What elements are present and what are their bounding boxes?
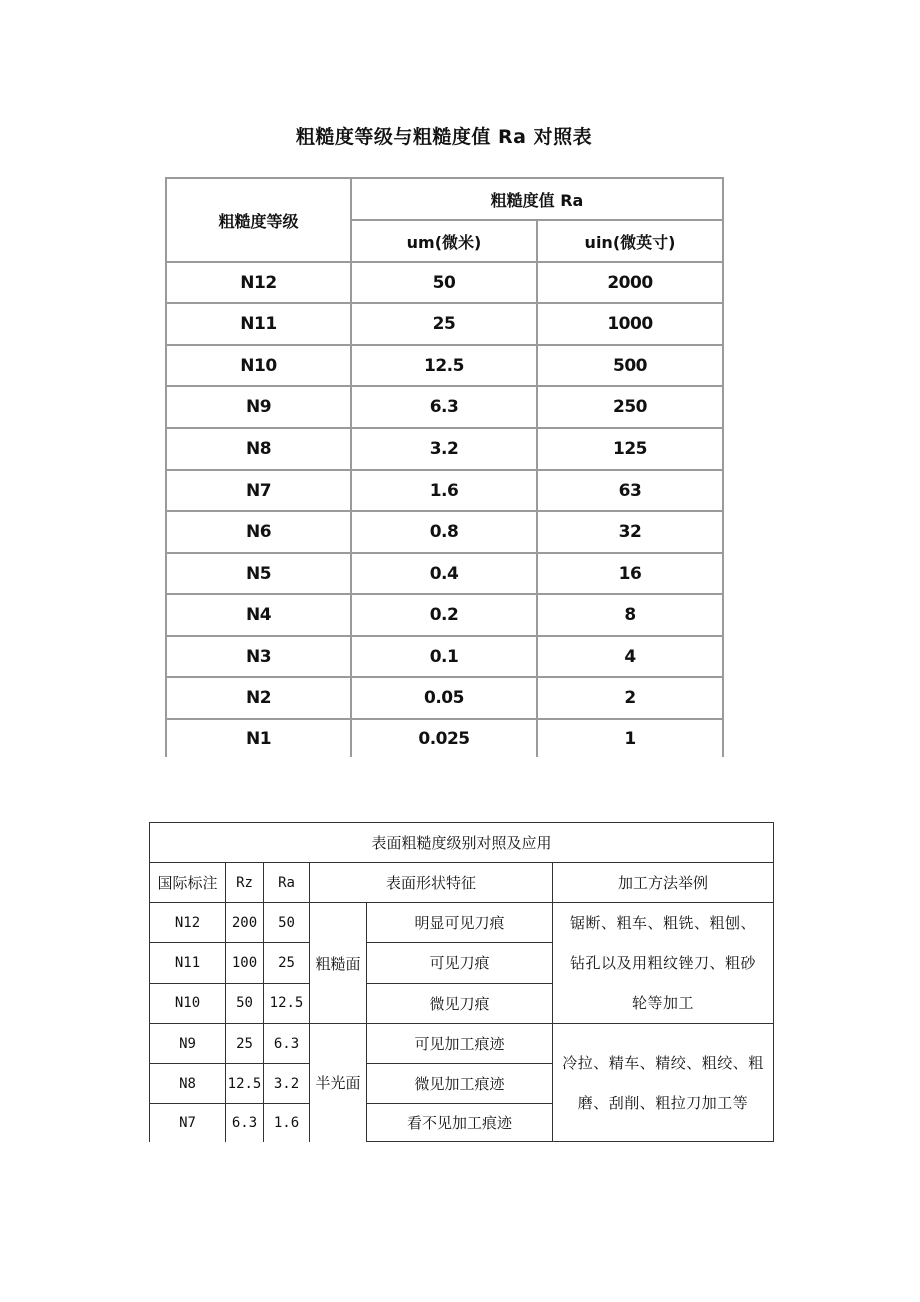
- um-cell: 0.8: [351, 511, 537, 553]
- uin-cell: 2: [537, 677, 723, 719]
- method-line: 锯断、粗车、粗铣、粗刨、: [569, 914, 756, 932]
- uin-cell: 2000: [537, 262, 723, 303]
- rz-cell: 50: [226, 983, 264, 1023]
- um-cell: 3.2: [351, 428, 537, 470]
- grade-cell: N10: [166, 345, 351, 386]
- um-cell: 0.025: [351, 719, 537, 757]
- um-cell: 0.4: [351, 553, 537, 594]
- table1-title: 粗糙度等级与粗糙度值 Ra 对照表: [295, 126, 593, 148]
- ra-cell: 6.3: [264, 1024, 310, 1064]
- rz-cell: 12.5: [226, 1064, 264, 1104]
- grade-cell: N12: [166, 262, 351, 303]
- uin-cell: 500: [537, 345, 723, 386]
- table-row: [166, 511, 723, 553]
- feature-cell: 可见刀痕: [367, 943, 553, 983]
- table-row: [166, 386, 723, 428]
- surface-roughness-application-table: [149, 822, 774, 1142]
- um-cell: 50: [351, 262, 537, 303]
- grade-cell: N9: [166, 386, 351, 428]
- ra-cell: 50: [264, 903, 310, 943]
- table-row: [166, 262, 723, 303]
- um-cell: 0.2: [351, 594, 537, 636]
- um-cell: 0.1: [351, 636, 537, 677]
- method-line: 冷拉、精车、精绞、粗绞、粗: [562, 1053, 764, 1072]
- method-header: 加工方法举例: [553, 863, 774, 903]
- table-row: [166, 428, 723, 470]
- um-cell: 1.6: [351, 470, 537, 511]
- method-rough: [553, 903, 774, 1024]
- table-row: [166, 553, 723, 594]
- rz-header: Rz: [226, 863, 264, 903]
- rz-cell: 200: [226, 903, 264, 943]
- feature-cell: 微见刀痕: [367, 983, 553, 1023]
- uin-cell: 32: [537, 511, 723, 553]
- table-row: [166, 303, 723, 345]
- grade-cell: N11: [166, 303, 351, 345]
- uin-cell: 4: [537, 636, 723, 677]
- table-row: [166, 470, 723, 511]
- rz-cell: 25: [226, 1024, 264, 1064]
- grade-cell: N4: [166, 594, 351, 636]
- table2-title: 表面粗糙度级别对照及应用: [150, 823, 774, 863]
- um-cell: 25: [351, 303, 537, 345]
- grade-cell: N6: [166, 511, 351, 553]
- intl-cell: N12: [150, 903, 226, 943]
- ra-cell: 25: [264, 943, 310, 983]
- uin-cell: 250: [537, 386, 723, 428]
- feature-cell: 明显可见刀痕: [367, 903, 553, 943]
- rz-cell: 100: [226, 943, 264, 983]
- group-rough: 粗糙面: [310, 903, 367, 1024]
- feature-cell: 看不见加工痕迹: [367, 1104, 553, 1142]
- ra-cell: 3.2: [264, 1064, 310, 1104]
- uin-cell: 1000: [537, 303, 723, 345]
- method-line: 轮等加工: [631, 994, 694, 1012]
- intl-cell: N11: [150, 943, 226, 983]
- grade-cell: N8: [166, 428, 351, 470]
- uin-cell: 16: [537, 553, 723, 594]
- uin-cell: 8: [537, 594, 723, 636]
- grade-cell: N3: [166, 636, 351, 677]
- uin-cell: 1: [537, 719, 723, 757]
- grade-cell: N5: [166, 553, 351, 594]
- table-row: [166, 719, 723, 757]
- ra-header: Ra: [264, 863, 310, 903]
- table-row: [150, 1024, 774, 1064]
- uin-cell: 125: [537, 428, 723, 470]
- group-semi: 半光面: [310, 1024, 367, 1142]
- ra-cell: 1.6: [264, 1104, 310, 1142]
- intl-cell: N8: [150, 1064, 226, 1104]
- um-cell: 6.3: [351, 386, 537, 428]
- ra-value-header: 粗糙度值 Ra: [351, 178, 723, 220]
- ra-cell: 12.5: [264, 983, 310, 1023]
- table-row: [166, 636, 723, 677]
- method-semi: [553, 1024, 774, 1142]
- feature-cell: 可见加工痕迹: [367, 1024, 553, 1064]
- surface-header: 表面形状特征: [310, 863, 553, 903]
- table-row: [150, 903, 774, 943]
- uin-header: uin(微英寸): [537, 220, 723, 262]
- table-row: [166, 345, 723, 386]
- intl-header: 国际标注: [150, 863, 226, 903]
- grade-cell: N1: [166, 719, 351, 757]
- rz-cell: 6.3: [226, 1104, 264, 1142]
- table-row: [166, 594, 723, 636]
- uin-cell: 63: [537, 470, 723, 511]
- um-cell: 0.05: [351, 677, 537, 719]
- grade-cell: N2: [166, 677, 351, 719]
- roughness-grade-table: [165, 177, 724, 757]
- grade-header: 粗糙度等级: [166, 178, 351, 262]
- method-line: 钻孔以及用粗纹锉刀、粗砂: [569, 954, 756, 972]
- um-header: um(微米): [351, 220, 537, 262]
- intl-cell: N9: [150, 1024, 226, 1064]
- um-cell: 12.5: [351, 345, 537, 386]
- feature-cell: 微见加工痕迹: [367, 1064, 553, 1104]
- table-row: [166, 677, 723, 719]
- method-line: 磨、刮削、粗拉刀加工等: [577, 1093, 749, 1112]
- grade-cell: N7: [166, 470, 351, 511]
- intl-cell: N10: [150, 983, 226, 1023]
- intl-cell: N7: [150, 1104, 226, 1142]
